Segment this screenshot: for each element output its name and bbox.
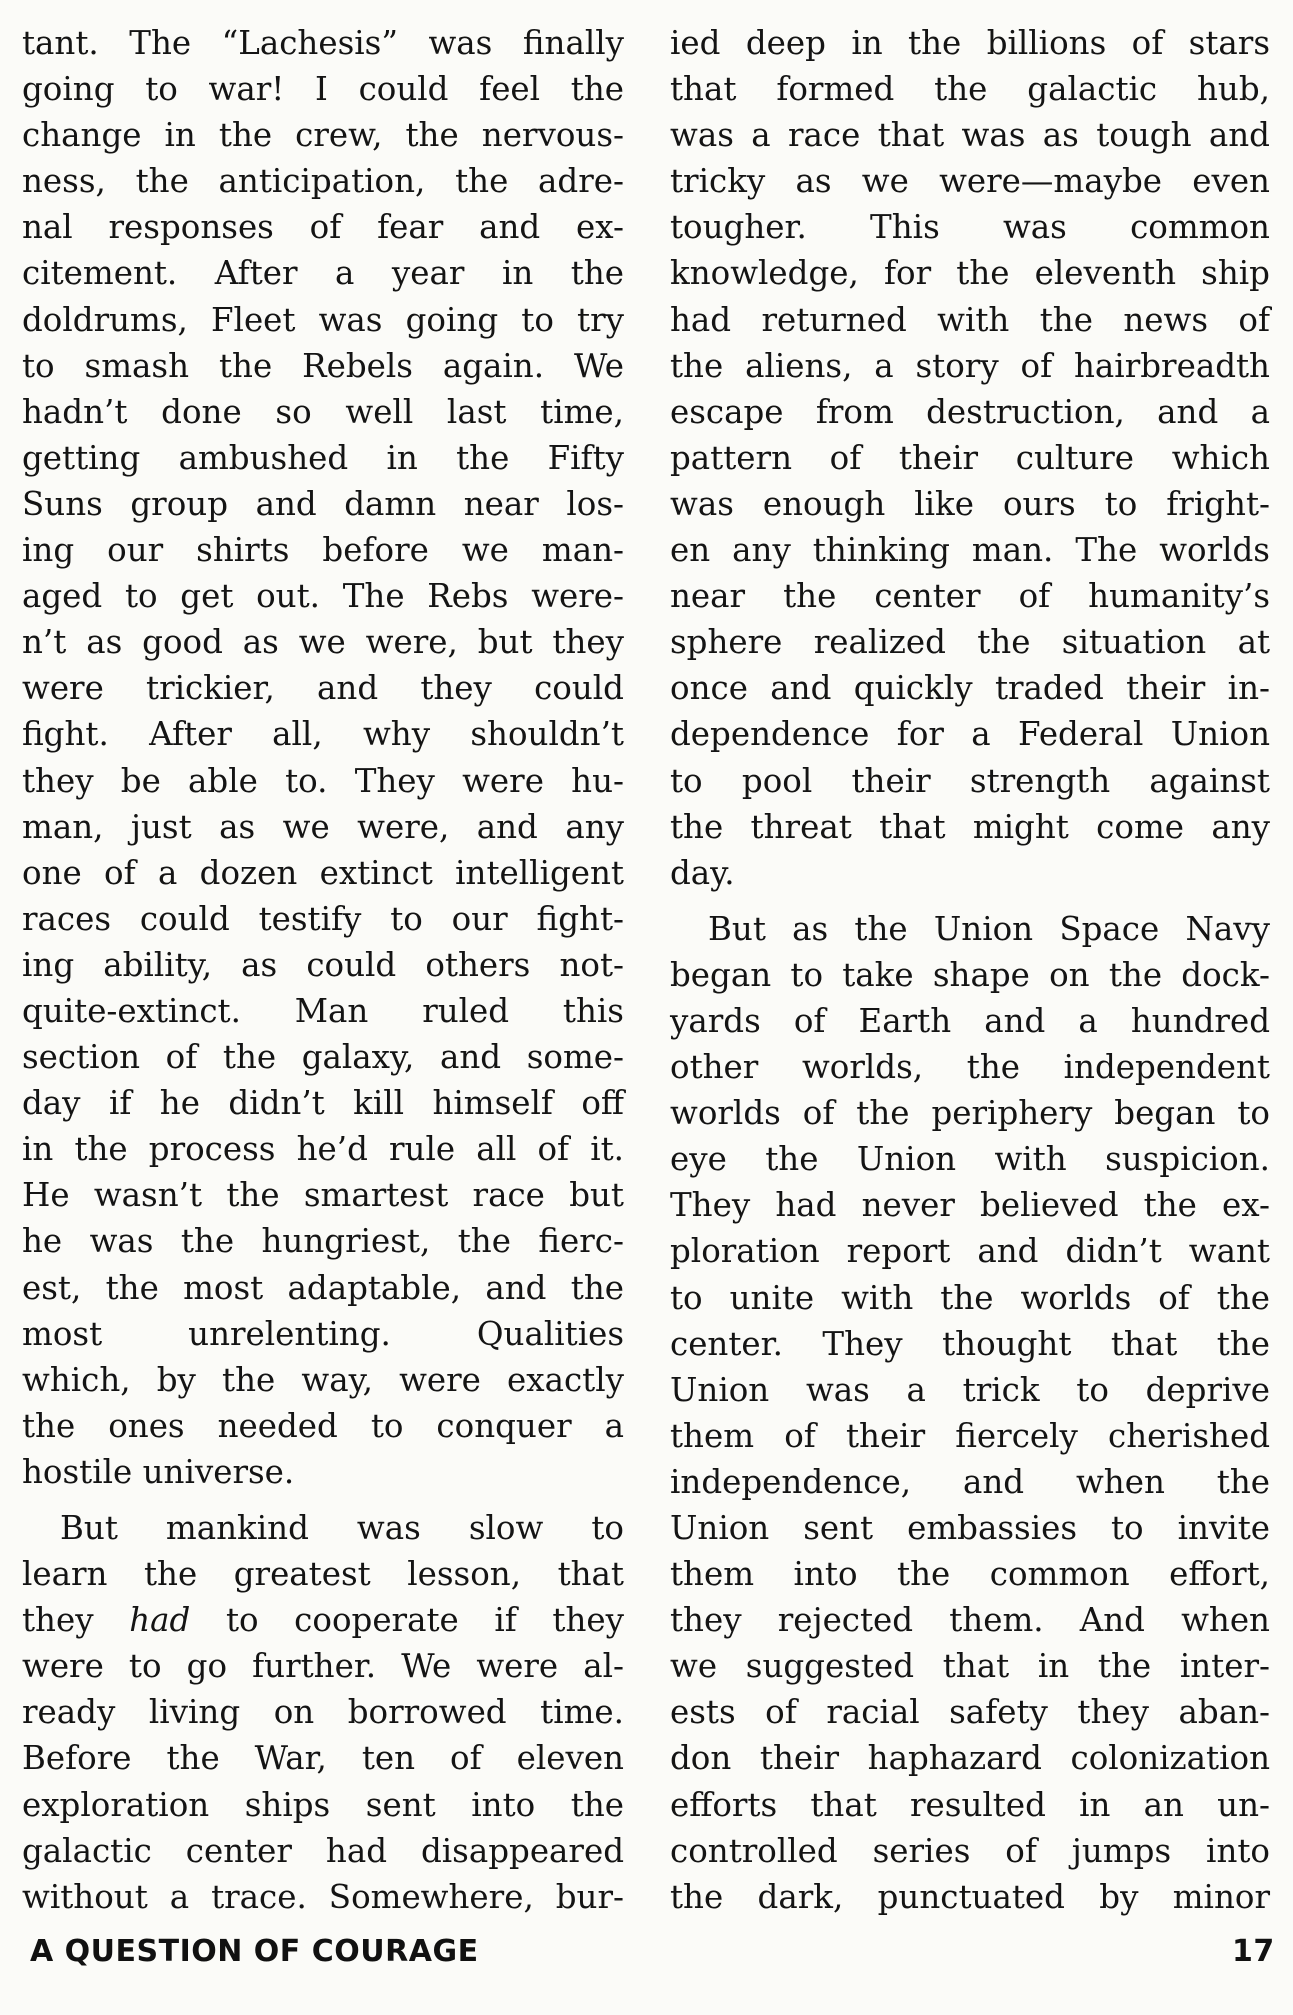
text-line: ing our shirts before we man- [22,531,624,570]
text-line: tant. The “Lachesis” was finally [22,24,624,62]
text-line: one of a dozen extinct intelligent [22,853,624,892]
text-line: he was the hungriest, the fierc- [22,1222,624,1261]
running-footer-title: A QUESTION OF COURAGE [30,1934,479,1969]
text-line: the threat that might come any [670,807,1270,846]
text-line: controlled series of jumps into [670,1831,1270,1870]
text-line: was a race that was as tough and [670,116,1270,155]
text-line: them of their fiercely cherished [670,1416,1270,1455]
text-line: was enough like ours to fright- [670,484,1270,523]
text-line: est, the most adaptable, and the [22,1268,624,1307]
text-line: doldrums, Fleet was going to try [22,300,624,339]
text-line: ready living on borrowed time. [22,1693,624,1732]
text-line: had returned with the news of [670,300,1270,339]
paragraph-gap [670,896,1270,906]
text-line: exploration ships sent into the [22,1785,624,1824]
text-line: began to take shape on the dock- [670,955,1270,994]
text-line: center. They thought that the [670,1324,1270,1363]
text-line: to unite with the worlds of the [670,1278,1270,1317]
text-line: But mankind was slow to [60,1509,624,1547]
text-line: citement. After a year in the [22,254,624,293]
paragraph-gap [22,1495,624,1505]
text-line: man, just as we were, and any [22,807,624,846]
text-line: pattern of their culture which [670,438,1270,477]
text-line: ploration report and didn’t want [670,1232,1270,1271]
text-line: without a trace. Somewhere, bur- [22,1877,624,1916]
text-line: to smash the Rebels again. We [22,346,624,385]
text-line: galactic center had disappeared [22,1831,624,1870]
text-line: them into the common effort, [670,1555,1270,1594]
text-line: day. [670,853,735,892]
text-line: tougher. This was common [670,208,1270,247]
text-line: hadn’t done so well last time, [22,392,624,431]
text-line: ness, the anticipation, the adre- [22,162,624,201]
right-column [670,20,1270,1920]
text-line: hostile universe. [22,1452,295,1491]
page-number: 17 [1232,1934,1275,1969]
text-line: quite-extinct. Man ruled this [22,991,624,1030]
text-line: once and quickly traded their in- [670,669,1270,708]
text-line: nal responses of fear and ex- [22,208,624,247]
text-line: But as the Union Space Navy [708,909,1270,948]
text-line: races could testify to our fight- [22,899,624,938]
text-line: worlds of the periphery began to [670,1094,1270,1133]
text-line: They had never believed the ex- [670,1186,1270,1225]
text-line-with-emphasis [22,1597,624,1643]
text-line: Suns group and damn near los- [22,484,624,523]
text-line: change in the crew, the nervous- [22,116,624,155]
text-line: Before the War, ten of eleven [22,1739,624,1778]
text-line: eye the Union with suspicion. [670,1140,1270,1179]
line-segment: they [22,1601,130,1640]
text-line: going to war! I could feel the [22,70,624,109]
text-line: they rejected them. And when [670,1601,1270,1640]
left-column [22,20,624,1920]
text-line: efforts that resulted in an un- [670,1785,1270,1824]
text-line: the aliens, a story of hairbreadth [670,346,1270,385]
line-segment: to cooperate if they [190,1601,624,1640]
text-line: fight. After all, why shouldn’t [22,715,624,754]
text-line: most unrelenting. Qualities [22,1314,624,1353]
text-line: to pool their strength against [670,761,1270,800]
text-line: we suggested that in the inter- [670,1647,1270,1686]
text-line: knowledge, for the eleventh ship [670,254,1270,293]
emphasized-word: had [129,1601,191,1640]
right-paragraph-2 [670,906,1270,1920]
right-paragraph-1 [670,20,1270,896]
text-line: the ones needed to conquer a [22,1406,624,1445]
text-line: were trickier, and they could [22,669,624,708]
text-line: n’t as good as we were, but they [22,623,624,662]
text-line: which, by the way, were exactly [22,1360,624,1399]
left-paragraph-2 [22,1505,624,1920]
text-line: other worlds, the independent [670,1048,1270,1087]
text-line: Union sent embassies to invite [670,1509,1270,1547]
text-line: yards of Earth and a hundred [670,1001,1270,1040]
text-line: tricky as we were—maybe even [670,162,1270,201]
text-line: section of the galaxy, and some- [22,1038,624,1077]
text-line: learn the greatest lesson, that [22,1555,624,1594]
text-line: escape from destruction, and a [670,392,1270,431]
text-line: independence, and when the [670,1462,1270,1501]
text-line: near the center of humanity’s [670,577,1270,616]
text-line: sphere realized the situation at [670,623,1270,662]
text-line: they be able to. They were hu- [22,761,624,800]
text-line: were to go further. We were al- [22,1647,624,1686]
text-line: aged to get out. The Rebs were- [22,577,624,616]
text-line: the dark, punctuated by minor [670,1877,1270,1916]
text-line: ests of racial safety they aban- [670,1693,1270,1732]
text-line: day if he didn’t kill himself off [22,1084,624,1123]
text-line: in the process he’d rule all of it. [22,1130,624,1169]
text-line: ing ability, as could others not- [22,945,624,984]
text-line: dependence for a Federal Union [670,715,1270,754]
text-line: that formed the galactic hub, [670,70,1270,109]
text-line: en any thinking man. The worlds [670,531,1270,570]
text-line: don their haphazard colonization [670,1739,1270,1778]
text-line: Union was a trick to deprive [670,1370,1270,1409]
text-line: getting ambushed in the Fifty [22,438,624,477]
left-paragraph-1 [22,20,624,1495]
text-line: He wasn’t the smartest race but [22,1176,624,1215]
text-line: ied deep in the billions of stars [670,24,1270,62]
